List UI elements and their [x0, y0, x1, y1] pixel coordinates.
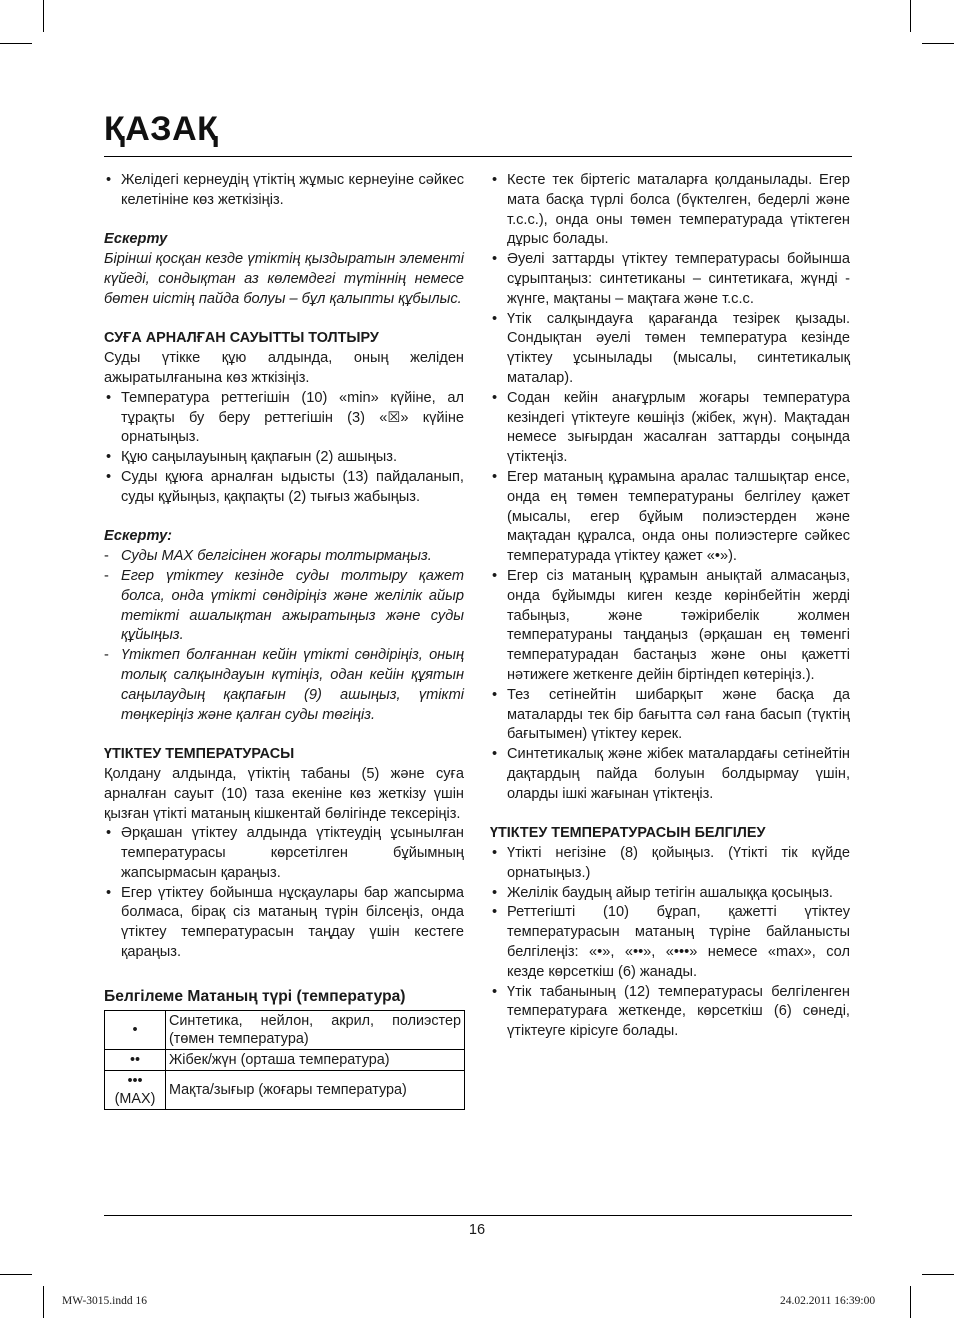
- note-text: Бірінші қосқан кезде үтіктің қыздыратын элементі күйеді, сондықтан аз көлемдегі түтіннің немесе бөтен иістің пайда болуы – бұл қалыпты құбылыс.: [104, 251, 464, 307]
- list-item: • Кесте тек біртегіс маталарға қолданылады. Егер мата басқа түрлі болса (бүктелген, бедерлі және т.с.с.), онда оны төмен температурада үтіктеген дұрыс болады.: [490, 171, 850, 250]
- list-item: • Әрқашан үтіктеу алдында үтіктеудің ұсынылған температурасы көрсетілген бұйымның жапсырмасын қараңыз.: [104, 824, 464, 883]
- list-item: • Реттегішті (10) бұрап, қажетті үтіктеу температурасын матаның түріне байланысты белгілеңіз: «•», «••», «•••» немесе «max», сол кезде көрсеткіш (6) жанады.: [490, 903, 850, 982]
- note-item: - Егер үтіктеу кезінде суды толтыру қажет болса, онда үтікті сөндіріңіз және желілік айыр тетікті ашалықтан ажыратыңыз және суды құйыңыз.: [104, 567, 464, 646]
- footer-rule: [104, 1215, 852, 1216]
- list-item: • Температура реттегішін (10) «min» күйіне, ал тұрақты бу беру реттегішін (3) «☒» күйіне орнатыңыз.: [104, 389, 464, 448]
- crop-mark: [910, 1286, 911, 1318]
- page-number: 16: [468, 1222, 486, 1238]
- note-title: Ескерту:: [104, 528, 173, 545]
- crop-mark: [0, 1274, 32, 1275]
- footer-date: 24.02.2011 16:39:00: [780, 1295, 876, 1307]
- table-text: Жібек/жүн (орташа температура): [166, 1050, 465, 1071]
- crop-mark: [43, 1286, 44, 1318]
- header-rule: [104, 156, 852, 157]
- table-title: Белгілеме Матаның түрі (температура): [104, 987, 406, 1005]
- list-item: • Үтік салқындауға қарағанда тезірек қызады. Сондықтан әуелі төмен температура кезінде үтіктеу ұсынылады (мысалы, синтетикалық маталар).: [490, 310, 850, 389]
- list-item: • Содан кейін анағұрлым жоғары температура кезіндегі үтіктеуге көшіңіз (жібек, жүн). Мақтадан немесе зығырдан жасалған заттарды соңында үтіктеңіз.: [490, 389, 850, 468]
- list-item: • Егер үтіктеу бойынша нұсқаулары бар жапсырма болмаса, бірақ сіз матаның түрін білсеңіз, онда үтіктеу температурасын таңдау үшін кестеге қараңыз.: [104, 884, 464, 963]
- list-item: • Егер сіз матаның құрамын анықтай алмасаңыз, онда бұйымды киген кезде көрінбейтін жерді табыңыз, және тәжірибелік жолмен температураны таңдаңыз (әрқашан ең төменгі температурадан бастаңыз және оны қажетті нәтижеге жеткенге дейін біртіндеп көтеріңіз.).: [490, 567, 850, 686]
- crop-mark: [910, 0, 911, 32]
- table-text: Мақта/зығыр (жоғары температура): [166, 1071, 465, 1110]
- crop-mark: [922, 43, 954, 44]
- list-item: • Құю саңылауының қақпағын (2) ашыңыз.: [104, 448, 464, 468]
- list-item: • Суды құюға арналған ыдысты (13) пайдаланып, суды құйыңыз, қақпақты (2) тығыз жабыңыз.: [104, 468, 464, 508]
- table-row: [105, 1050, 465, 1071]
- page-title: ҚАЗАҚ: [104, 110, 219, 148]
- table-text: Синтетика, нейлон, акрил, полиэстер (төмен температура): [166, 1011, 465, 1050]
- list-item: • Синтетикалық және жібек маталардағы сетінейтін дақтардың пайда болуын болдырмау үшін, оларды ішкі жағынан үтіктеңіз.: [490, 745, 850, 804]
- table-symbol-cell: [105, 1071, 166, 1110]
- note-item: - Үтіктеп болғаннан кейін үтікті сөндіріңіз, оның толық салқындауын күтіңіз, одан кейін құятын саңылаудың қақпағын (9) ашыңыз, үтікті төңкеріңіз және қалған суды төгіңіз.: [104, 646, 464, 725]
- crop-mark: [43, 0, 44, 32]
- table-symbol: •••: [127, 1073, 143, 1090]
- crop-mark: [922, 1274, 954, 1275]
- list-item: • Тез сетінейтін шибарқыт және басқа да маталарды тек бір бағытта сәл ғана басып (түктің бағытымен) үтіктеу керек.: [490, 686, 850, 745]
- list-item: • Желілік баудың айыр тетігін ашалыққа қосыңыз.: [490, 884, 850, 904]
- fabric-table: [104, 1010, 465, 1110]
- table-row: [105, 1071, 465, 1110]
- section-heading-fill: СУҒА АРНАЛҒАН САУЫТТЫ ТОЛТЫРУ: [104, 330, 379, 347]
- note-title: Ескерту: [104, 231, 168, 248]
- list-item: • Егер матаның құрамына аралас талшықтар енсе, онда ең төмен температураны белгілеу қажет (мысалы, егер бұйым полиэстерден және мақтадан құралса, онда оны полиэстерге сәйкес температурада үтіктеу қажет «•»).: [490, 468, 850, 567]
- crop-mark: [0, 43, 32, 44]
- section-heading-set-temperature: ҮТІКТЕУ ТЕМПЕРАТУРАСЫН БЕЛГІЛЕУ: [490, 825, 766, 842]
- table-symbol-label: (MAX): [114, 1091, 156, 1108]
- intro-bullet: • Желідегі кернеудің үтіктің жұмыс кернеуіне сәйкес келетініне көз жеткізіңіз.: [104, 171, 464, 211]
- list-item: • Үтікті негізіне (8) қойыңыз. (Үтікті тік күйде орнатыңыз.): [490, 844, 850, 884]
- list-item: • Үтік табанының (12) температурасы белгіленген температураға жеткенде, көрсеткіш (6) сөнеді, үтіктеуге кірісуге болады.: [490, 983, 850, 1042]
- table-symbol: ••: [105, 1050, 166, 1071]
- list-item: • Әуелі заттарды үтіктеу температурасы бойынша сұрыптаңыз: синтетиканы – синтетикаға, жүнді - жүнге, мақтаны – мақтаға және т.с.с.: [490, 250, 850, 309]
- left-column: [104, 171, 464, 1110]
- fill-intro: Суды үтікке құю алдында, оның желіден ажыратылғанына көз жткізіңіз.: [104, 350, 464, 386]
- note-item: - Суды MAX белгісінен жоғары толтырмаңыз.: [104, 547, 464, 567]
- table-row: [105, 1011, 465, 1050]
- section-heading-temperature: ҮТІКТЕУ ТЕМПЕРАТУРАСЫ: [104, 746, 295, 763]
- right-column: [490, 171, 850, 1042]
- footer-file: MW-3015.indd 16: [62, 1295, 147, 1307]
- table-symbol: •: [105, 1011, 166, 1050]
- temperature-intro: Қолдану алдында, үтіктің табаны (5) және суға арналған сауыт (10) таза екеніне көз жеткізу үшін қызған үтікті матаның кішкентай бөлігінде тексеріңіз.: [104, 765, 464, 822]
